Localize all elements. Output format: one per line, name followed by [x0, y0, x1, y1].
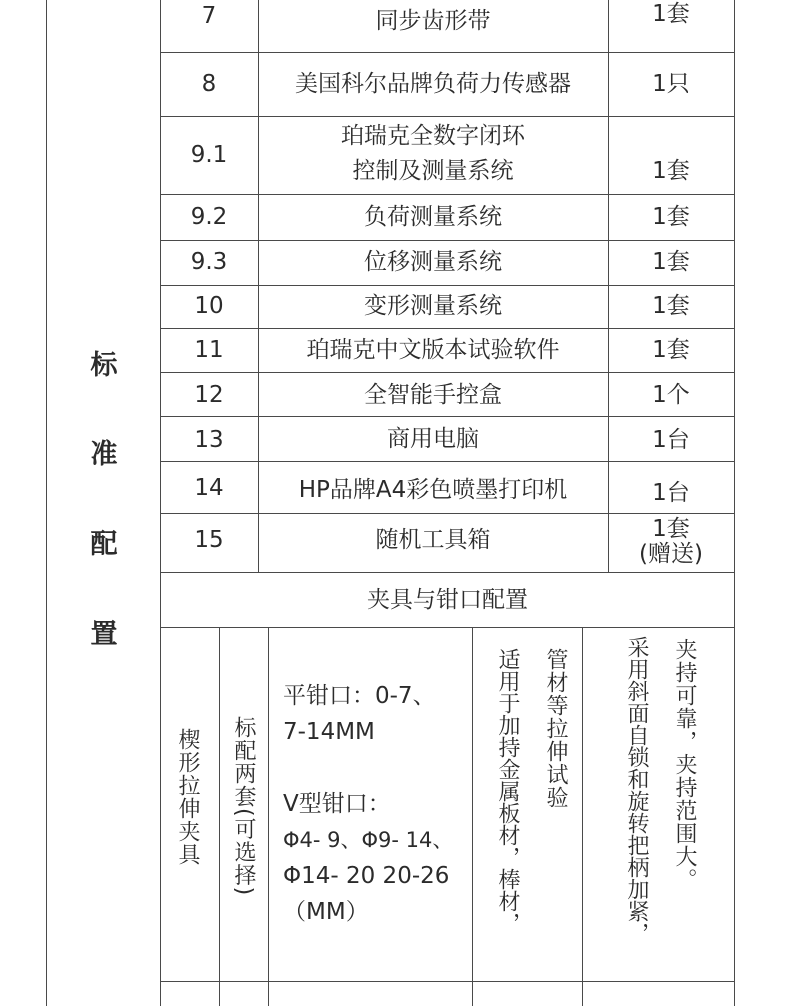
row-quantity: 1个	[652, 382, 690, 408]
row-quantity-line2: (赠送)	[639, 541, 703, 567]
row-number: 8	[201, 71, 217, 97]
row-quantity: 1套	[652, 1, 690, 27]
row-quantity: 1套	[652, 158, 690, 184]
row-number: 12	[194, 382, 224, 408]
table-right-border	[734, 0, 735, 1006]
fixture-col-line	[472, 627, 473, 1006]
jaw-spec-line: 平钳口：0-7、	[283, 683, 436, 709]
jaw-spec-line: （MM）	[283, 899, 369, 925]
fixture-section-header: 夹具与钳口配置	[367, 587, 528, 613]
jaw-spec-line: Φ14- 20 20-26	[283, 863, 450, 889]
row-quantity-line1: 1套	[652, 516, 690, 542]
row-quantity: 1台	[652, 427, 690, 453]
row-item-name: 珀瑞克中文版本试验软件	[306, 337, 560, 363]
fixture-col-line	[582, 627, 583, 1006]
row-quantity: 1套	[652, 293, 690, 319]
fixture-count: 标配两套(可选择)	[231, 716, 256, 897]
row-line	[160, 572, 735, 573]
section-label-char: 准	[90, 439, 118, 470]
row-item-name-line2: 控制及测量系统	[352, 158, 514, 184]
jaw-spec-line: 7-14MM	[283, 719, 375, 745]
row-item-name: 位移测量系统	[364, 249, 502, 275]
row-number: 15	[194, 527, 224, 553]
row-line	[160, 116, 735, 117]
row-number: 7	[201, 3, 217, 29]
usage-text-col2: 适用于加持金属板材，棒材，	[495, 648, 520, 934]
row-item-name: 变形测量系统	[364, 293, 502, 319]
row-number: 11	[194, 337, 224, 363]
row-item-name: HP品牌A4彩色喷墨打印机	[298, 477, 568, 503]
row-quantity: 1台	[652, 480, 690, 506]
row-quantity: 1套	[652, 249, 690, 275]
feature-text-col1: 夹持可靠，夹持范围大。	[672, 638, 697, 891]
row-quantity: 1套	[652, 337, 690, 363]
row-quantity: 1只	[652, 71, 690, 97]
row-number: 9.2	[190, 204, 228, 230]
section-label-char: 置	[90, 619, 118, 650]
row-item-name: 负荷测量系统	[364, 204, 502, 230]
row-line	[160, 981, 735, 982]
row-number: 14	[194, 475, 224, 501]
row-number: 9.1	[190, 142, 228, 168]
feature-text-col2: 采用斜面自锁和旋转把柄加紧，	[624, 636, 649, 944]
row-line	[160, 52, 735, 53]
section-label-char: 标	[90, 350, 118, 381]
row-item-name: 同步齿形带	[375, 8, 491, 34]
row-line	[160, 461, 735, 462]
row-item-name-line1: 珀瑞克全数字闭环	[341, 123, 525, 149]
fixture-name: 楔形拉伸夹具	[175, 728, 200, 866]
row-line	[160, 194, 735, 195]
row-number: 10	[194, 293, 224, 319]
jaw-spec-line: Φ4- 9、Φ9- 14、	[283, 828, 454, 852]
row-line	[160, 240, 735, 241]
row-number: 9.3	[190, 249, 228, 275]
row-item-name: 美国科尔品牌负荷力传感器	[295, 71, 571, 97]
row-line	[160, 372, 735, 373]
outer-left-border	[46, 0, 47, 1006]
row-line	[160, 416, 735, 417]
row-item-name: 商用电脑	[387, 426, 479, 452]
row-number: 13	[194, 427, 224, 453]
row-line	[160, 328, 735, 329]
fixture-col-line	[268, 627, 269, 1006]
row-item-name: 随机工具箱	[375, 527, 491, 553]
section-label-char: 配	[90, 529, 118, 560]
row-line	[160, 285, 735, 286]
jaw-spec-line: V型钳口：	[283, 791, 391, 817]
row-quantity: 1套	[652, 204, 690, 230]
row-item-name: 全智能手控盒	[364, 382, 502, 408]
row-line	[160, 513, 735, 514]
row-line	[160, 627, 735, 628]
usage-text-col1: 管材等拉伸试验	[543, 648, 568, 809]
fixture-col-line	[219, 627, 220, 1006]
